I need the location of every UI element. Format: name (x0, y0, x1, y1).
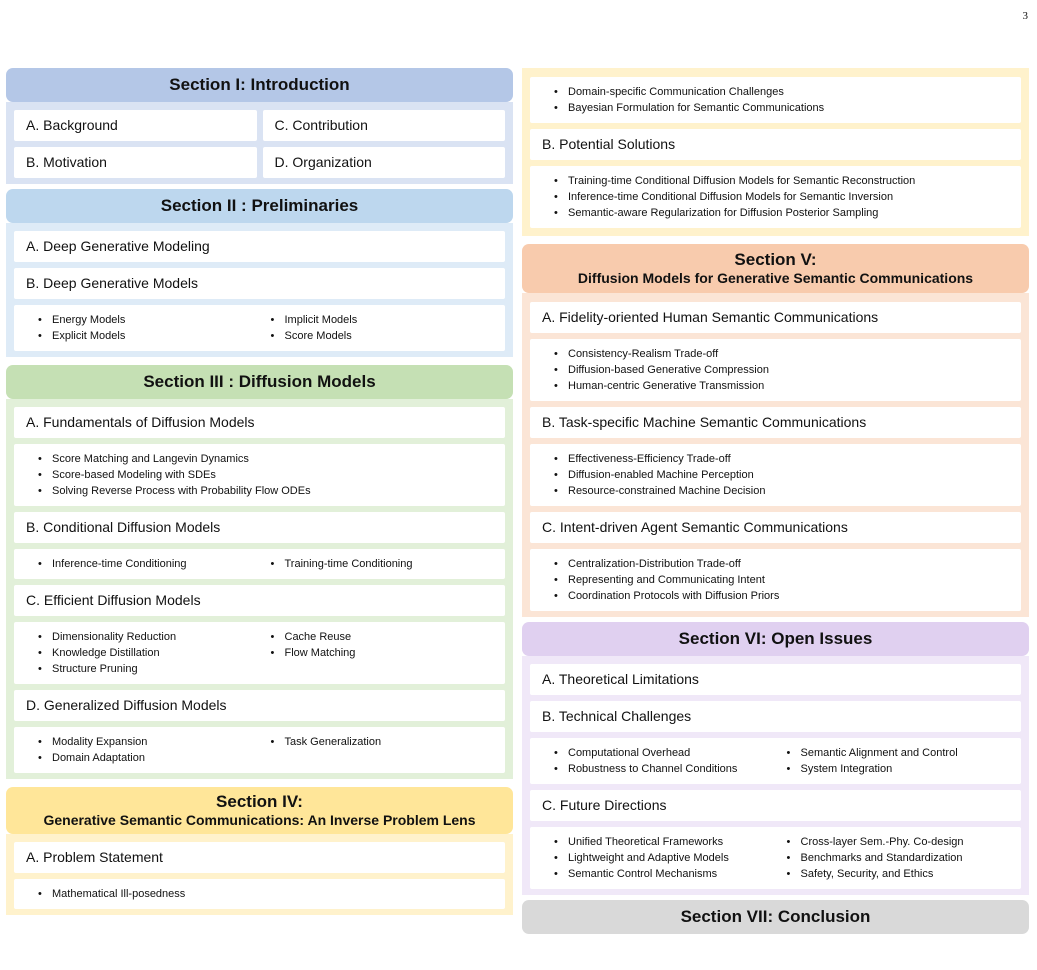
s3-conditional-list-left (38, 556, 261, 572)
s5-row-a (530, 302, 1021, 333)
list-item: • Semantic Control Mechanisms (554, 866, 777, 882)
section-1-panel (6, 102, 513, 184)
s5-intent-list-col (554, 556, 1009, 604)
section-5-header-wrap (522, 244, 1029, 293)
s3-fundamentals-box: A. Fundamentals of Diffusion Models (14, 407, 505, 438)
s6-row-b (530, 701, 1021, 732)
section-6-panel (522, 656, 1029, 895)
list-item: • Robustness to Channel Conditions (554, 761, 777, 777)
s4-potential-solutions-box: B. Potential Solutions (530, 129, 1021, 160)
list-item: • Representing and Communicating Intent (554, 572, 1009, 588)
list-item: • Score Models (271, 328, 494, 344)
list-item: • Computational Overhead (554, 745, 777, 761)
s2-row-b (14, 268, 505, 299)
list-item: • Lightweight and Adaptive Models (554, 850, 777, 866)
list-item: • Mathematical Ill-posedness (38, 886, 493, 902)
list-item: • Score-based Modeling with SDEs (38, 467, 493, 483)
section-2-panel (6, 223, 513, 357)
s3-efficient-list (14, 622, 505, 684)
s3-row-a (14, 407, 505, 438)
s5-intent-list (530, 549, 1021, 611)
s6-technical-list (530, 738, 1021, 784)
list-item: • Structure Pruning (38, 661, 261, 677)
s1-background-box: A. Background (14, 110, 257, 141)
list-item: • Diffusion-enabled Machine Perception (554, 467, 1009, 483)
s2-row-a (14, 231, 505, 262)
s6-row-c (530, 790, 1021, 821)
list-item: • Modality Expansion (38, 734, 261, 750)
section-2-header: Section II : Preliminaries (6, 189, 513, 223)
s3-row-d (14, 690, 505, 721)
s5-fidelity-list (530, 339, 1021, 401)
section-1-row-2 (14, 147, 505, 178)
s6-future-list-right (787, 834, 1010, 882)
section-5-panel (522, 293, 1029, 617)
s3-generalized-box: D. Generalized Diffusion Models (14, 690, 505, 721)
list-item: • Dimensionality Reduction (38, 629, 261, 645)
list-item: • Unified Theoretical Frameworks (554, 834, 777, 850)
list-item: • Benchmarks and Standardization (787, 850, 1010, 866)
s1-motivation-box: B. Motivation (14, 147, 257, 178)
s3-conditional-box: B. Conditional Diffusion Models (14, 512, 505, 543)
s2-models-list (14, 305, 505, 351)
list-item: • Consistency-Realism Trade-off (554, 346, 1009, 362)
list-item: • Safety, Security, and Ethics (787, 866, 1010, 882)
list-item: • Resource-constrained Machine Decision (554, 483, 1009, 499)
list-item: • Explicit Models (38, 328, 261, 344)
list-item: • Domain Adaptation (38, 750, 261, 766)
section-7-header: Section VII: Conclusion (522, 900, 1029, 934)
s4-problem-list-cont (530, 77, 1021, 123)
s2-models-list-left (38, 312, 261, 344)
section-3-header-wrap (6, 365, 513, 399)
list-item: • Cross-layer Sem.-Phy. Co-design (787, 834, 1010, 850)
list-item: • Effectiveness-Efficiency Trade-off (554, 451, 1009, 467)
s6-technical-box: B. Technical Challenges (530, 701, 1021, 732)
section-6-header: Section VI: Open Issues (522, 622, 1029, 656)
s5-task-list (530, 444, 1021, 506)
s6-future-list-left (554, 834, 777, 882)
s3-conditional-list (14, 549, 505, 579)
section-5-title: Section V: (734, 250, 817, 269)
s6-technical-list-right (787, 745, 1010, 777)
s3-generalized-list (14, 727, 505, 773)
section-2-header-wrap (6, 189, 513, 223)
section-7-header-wrap (522, 900, 1029, 934)
s4-problem-list (14, 879, 505, 909)
section-4-panel-left (6, 834, 513, 915)
section-4-header (6, 787, 513, 834)
s5-row-b (530, 407, 1021, 438)
list-item: • Semantic Alignment and Control (787, 745, 1010, 761)
list-item: • Semantic-aware Regularization for Diffusion Posterior Sampling (554, 205, 1009, 221)
s6-technical-list-left (554, 745, 777, 777)
list-item: • Coordination Protocols with Diffusion Priors (554, 588, 1009, 604)
list-item: • Knowledge Distillation (38, 645, 261, 661)
section-5-header (522, 244, 1029, 293)
s3-fundamentals-list (14, 444, 505, 506)
section-1-row-1 (14, 110, 505, 141)
right-column (522, 68, 1029, 934)
list-item: • Inference-time Conditioning (38, 556, 261, 572)
s3-row-c (14, 585, 505, 616)
s2-deep-generative-modeling-box: A. Deep Generative Modeling (14, 231, 505, 262)
list-item: • Task Generalization (271, 734, 494, 750)
section-4-panel-right (522, 68, 1029, 236)
s3-efficient-list-right (271, 629, 494, 677)
s6-future-list (530, 827, 1021, 889)
section-1-header-wrap (6, 68, 513, 102)
list-item: • Score Matching and Langevin Dynamics (38, 451, 493, 467)
list-item: • Solving Reverse Process with Probability Flow ODEs (38, 483, 493, 499)
s5-row-c (530, 512, 1021, 543)
s2-models-list-right (271, 312, 494, 344)
section-1-header: Section I: Introduction (6, 68, 513, 102)
s5-fidelity-list-col (554, 346, 1009, 394)
s5-intent-driven-box: C. Intent-driven Agent Semantic Communications (530, 512, 1021, 543)
section-4-header-wrap (6, 787, 513, 834)
list-item: • Inference-time Conditional Diffusion Models for Semantic Inversion (554, 189, 1009, 205)
s5-fidelity-box: A. Fidelity-oriented Human Semantic Communications (530, 302, 1021, 333)
section-3-panel (6, 399, 513, 779)
section-5-subtitle: Diffusion Models for Generative Semantic Communications (577, 270, 974, 286)
s3-efficient-box: C. Efficient Diffusion Models (14, 585, 505, 616)
list-item: • Energy Models (38, 312, 261, 328)
section-4-title: Section IV: (216, 792, 303, 811)
s5-task-list-col (554, 451, 1009, 499)
list-item: • Domain-specific Communication Challenges (554, 84, 1009, 100)
s1-contribution-box: C. Contribution (263, 110, 506, 141)
s3-generalized-list-left (38, 734, 261, 766)
s4-solutions-list (530, 166, 1021, 228)
s3-conditional-list-right (271, 556, 494, 572)
s4-problem-list-col (38, 886, 493, 902)
list-item: • System Integration (787, 761, 1010, 777)
list-item: • Flow Matching (271, 645, 494, 661)
s6-theoretical-box: A. Theoretical Limitations (530, 664, 1021, 695)
section-3-header: Section III : Diffusion Models (6, 365, 513, 399)
s2-deep-generative-models-box: B. Deep Generative Models (14, 268, 505, 299)
list-item: • Diffusion-based Generative Compression (554, 362, 1009, 378)
s4-solutions-list-col (554, 173, 1009, 221)
s4-row-a (14, 842, 505, 873)
left-column (6, 68, 513, 920)
list-item: • Training-time Conditional Diffusion Models for Semantic Reconstruction (554, 173, 1009, 189)
list-item: • Bayesian Formulation for Semantic Communications (554, 100, 1009, 116)
s3-fundamentals-list-col (38, 451, 493, 499)
section-4-subtitle: Generative Semantic Communications: An Inverse Problem Lens (43, 812, 476, 828)
s3-generalized-list-right (271, 734, 494, 766)
list-item: • Training-time Conditioning (271, 556, 494, 572)
section-6-header-wrap (522, 622, 1029, 656)
s1-organization-box: D. Organization (263, 147, 506, 178)
s3-row-b (14, 512, 505, 543)
s3-efficient-list-left (38, 629, 261, 677)
s4-row-b (530, 129, 1021, 160)
s6-future-box: C. Future Directions (530, 790, 1021, 821)
list-item: • Human-centric Generative Transmission (554, 378, 1009, 394)
s4-problem-statement-box: A. Problem Statement (14, 842, 505, 873)
s6-row-a (530, 664, 1021, 695)
list-item: • Cache Reuse (271, 629, 494, 645)
list-item: • Implicit Models (271, 312, 494, 328)
s5-task-specific-box: B. Task-specific Machine Semantic Communications (530, 407, 1021, 438)
s4-problem-list-cont-col (554, 84, 1009, 116)
list-item: • Centralization-Distribution Trade-off (554, 556, 1009, 572)
page-number: 3 (1022, 10, 1028, 22)
